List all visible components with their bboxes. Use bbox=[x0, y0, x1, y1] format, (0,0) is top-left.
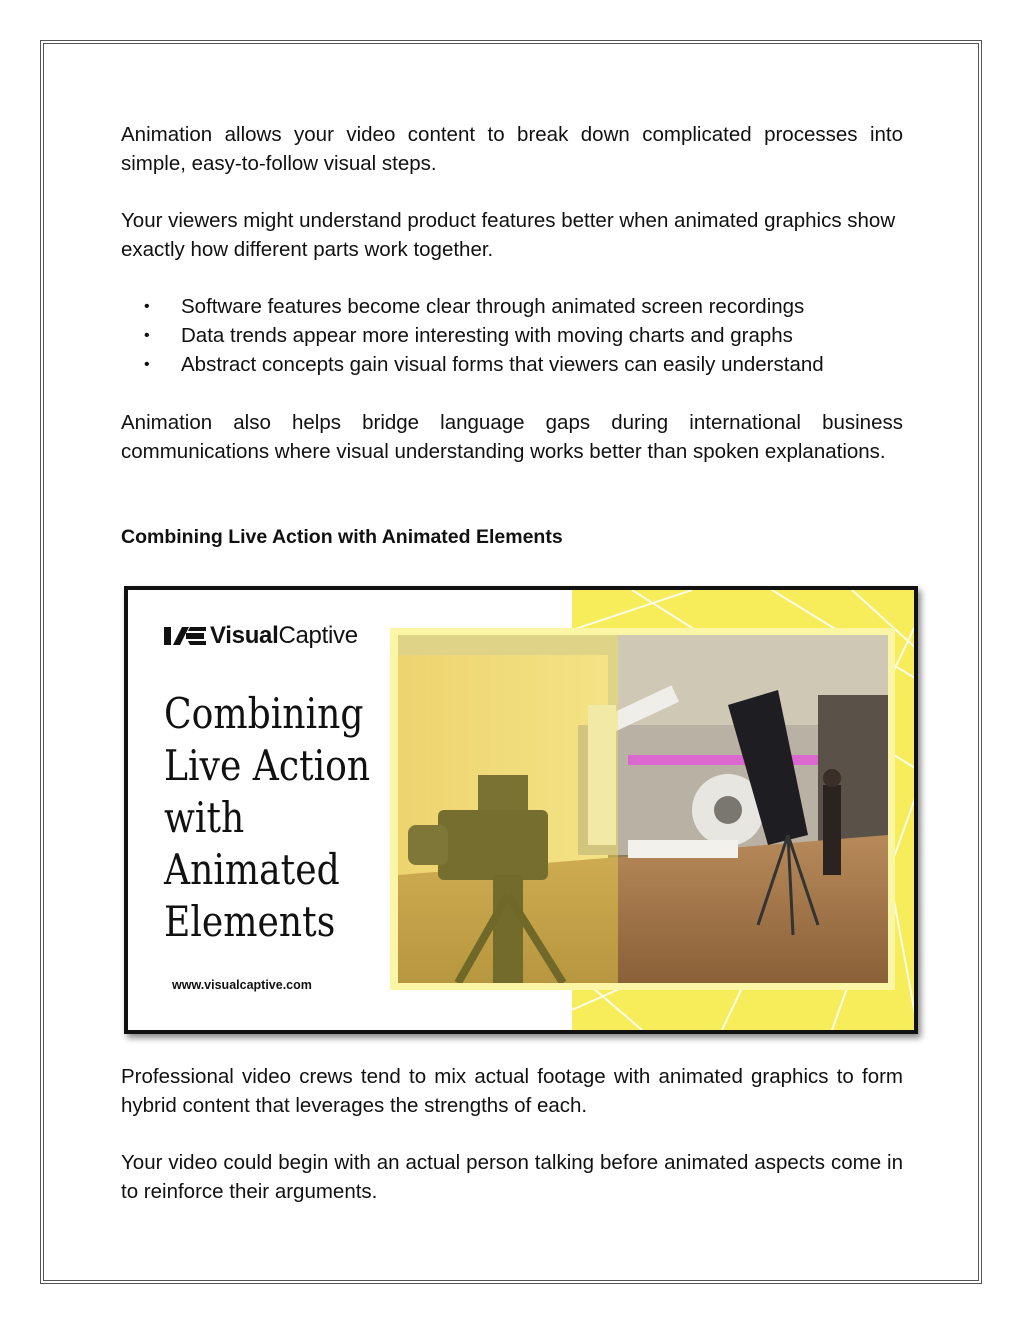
paragraph-intro: Animation allows your video content to break down complicated processes into simple, easy-to-follow visual steps. bbox=[121, 123, 903, 175]
promo-title-line: Animated bbox=[164, 845, 340, 894]
paragraph-hybrid-content: Professional video crews tend to mix actual footage with animated graphics to form hybrid content that leverages the strengths of each. bbox=[121, 1065, 903, 1117]
promo-title-line: with bbox=[164, 793, 245, 842]
logo-text-light: Captive bbox=[278, 622, 358, 649]
promo-title-line: Live Action bbox=[164, 741, 371, 790]
VC-logo-icon bbox=[164, 625, 206, 647]
bullet-list bbox=[121, 292, 824, 379]
section-heading: Combining Live Action with Animated Elements bbox=[121, 526, 563, 548]
film-set-photo bbox=[398, 635, 888, 983]
paragraph-product-features: Your viewers might understand product features better when animated graphics show exactly how different parts work together. bbox=[121, 209, 896, 261]
paragraph-actual-person: Your video could begin with an actual person talking before animated aspects come in to reinforce their arguments. bbox=[121, 1151, 903, 1203]
paragraph-language-gaps: Animation also helps bridge language gaps during international business communications where visual understanding works better than spoken explanations. bbox=[121, 411, 903, 463]
promo-title-line: Combining bbox=[164, 689, 364, 738]
promo-url: www.visualcaptive.com bbox=[172, 978, 312, 992]
visualcaptive-logo bbox=[164, 622, 358, 650]
list-item: • Data trends appear more interesting with moving charts and graphs bbox=[121, 321, 824, 350]
logo-text-bold: Visual bbox=[210, 622, 279, 649]
promo-image bbox=[124, 586, 918, 1034]
promo-title bbox=[164, 688, 370, 948]
list-item: • Abstract concepts gain visual forms that viewers can easily understand bbox=[121, 350, 824, 379]
list-item: • Software features become clear through animated screen recordings bbox=[121, 292, 824, 321]
promo-title-line: Elements bbox=[164, 897, 336, 946]
